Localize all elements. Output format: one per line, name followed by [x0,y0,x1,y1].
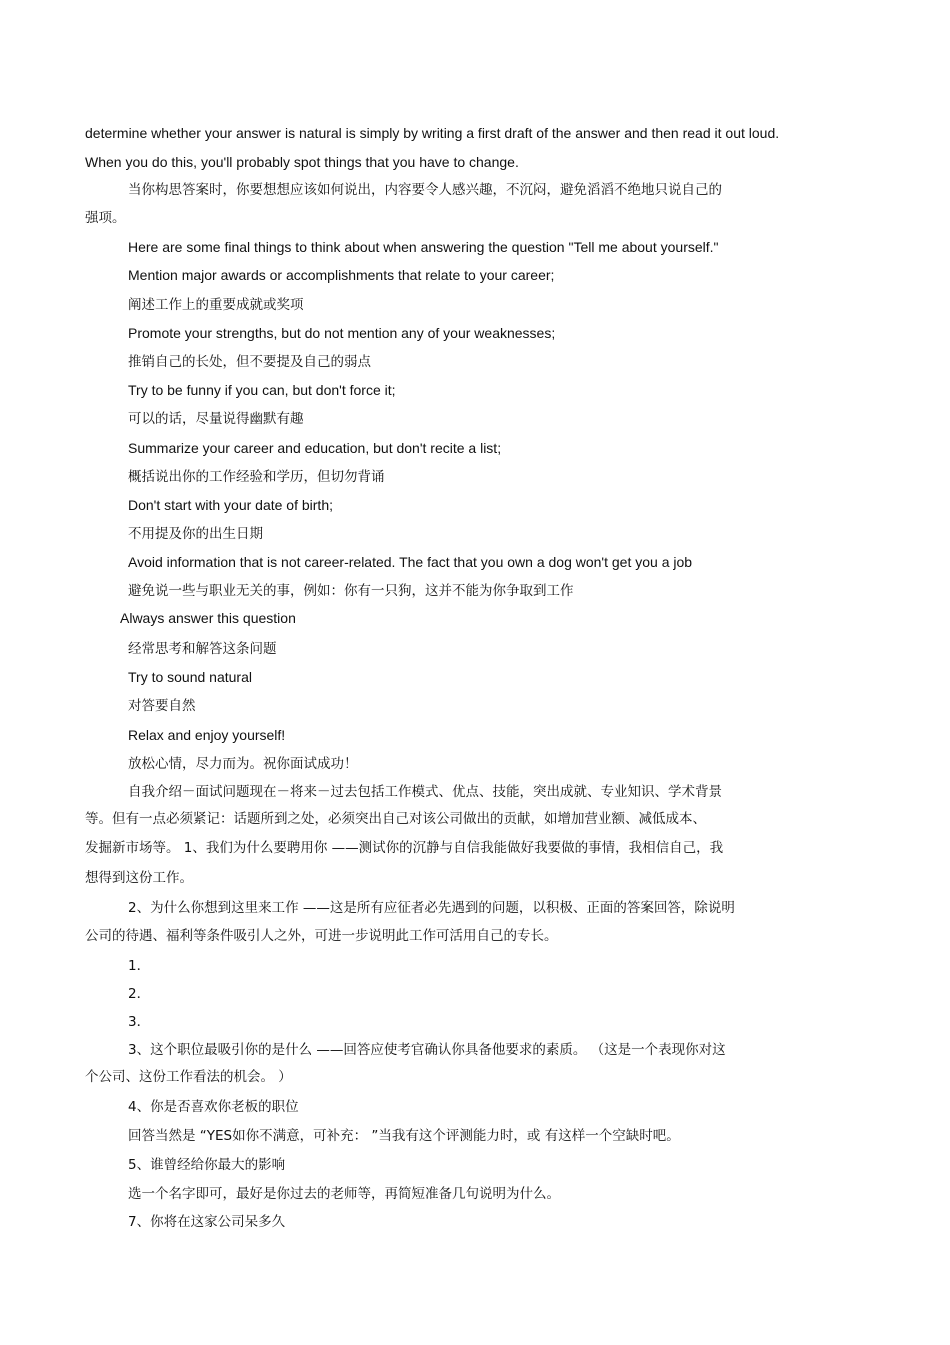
text-line: 5、谁曾经给你最大的影响 [128,1157,286,1173]
text-line: 个公司、这份工作看法的机会。 ） [85,1069,292,1085]
text-line: Don't start with your date of birth; [128,497,333,513]
text-line: Avoid information that is not career-related. The fact that you own a dog won't get you a job [128,554,693,570]
text-line: Here are some final things to think about when answering the question "Tell me about yourself." [128,239,719,255]
text-line: 推销自己的长处，但不要提及自己的弱点 [128,354,371,370]
text-line: 发掘新市场等。 1、我们为什么要聘用你 ——测试你的沉静与自信我能做好我要做的事情，我相信自己，我 [85,840,724,856]
text-line: When you do this, you'll probably spot things that you have to change. [85,154,519,170]
text-line: 阐述工作上的重要成就或奖项 [128,297,304,313]
text-line: 不用提及你的出生日期 [128,526,263,542]
text-line: 自我介绍－面试问题现在－将来－过去包括工作模式、优点、技能，突出成就、专业知识、学术背景 [128,784,722,800]
text-line: 2． [128,986,151,1002]
text-line: Relax and enjoy yourself! [128,727,286,743]
text-line: 对答要自然 [128,698,196,714]
text-line: 1． [128,958,151,974]
text-line: Mention major awards or accomplishments that relate to your career; [128,267,555,283]
text-line: 7、你将在这家公司呆多久 [128,1214,286,1230]
text-line: Try to sound natural [128,669,252,685]
text-line: 2、为什么你想到这里来工作 ——这是所有应征者必先遇到的问题，以积极、正面的答案回答，除说明 [128,900,735,916]
text-line: 避免说一些与职业无关的事，例如：你有一只狗，这并不能为你争取到工作 [128,583,574,599]
text-line: 强项。 [85,210,126,226]
text-line: Summarize your career and education, but don't recite a list; [128,440,502,456]
text-line: 回答当然是 “YES如你不满意，可补充： ”当我有这个评测能力时，或 有这样一个空缺时吧。 [128,1128,680,1144]
text-line: 公司的待遇、福利等条件吸引人之外，可进一步说明此工作可活用自己的专长。 [85,928,558,944]
text-line: 可以的话，尽量说得幽默有趣 [128,411,304,427]
text-line: 选一个名字即可，最好是你过去的老师等，再简短准备几句说明为什么。 [128,1186,560,1202]
text-line: Try to be funny if you can, but don't force it; [128,382,396,398]
text-line: 经常思考和解答这条问题 [128,641,277,657]
text-line: 想得到这份工作。 [85,870,193,886]
text-line: Always answer this question [120,610,296,626]
text-line: 概括说出你的工作经验和学历，但切勿背诵 [128,469,385,485]
text-line: Promote your strengths, but do not mention any of your weaknesses; [128,325,556,341]
text-line: 放松心情，尽力而为。祝你面试成功！ [128,756,358,772]
text-line: 3． [128,1014,151,1030]
text-line: 当你构思答案时，你要想想应该如何说出，内容要令人感兴趣，不沉闷，避免滔滔不绝地只说自己的 [128,182,722,198]
text-line: 等。但有一点必须紧记：话题所到之处，必须突出自己对该公司做出的贡献，如增加营业额、减低成本、 [85,811,706,827]
text-line: 4、你是否喜欢你老板的职位 [128,1099,299,1115]
text-line: determine whether your answer is natural is simply by writing a first draft of the answer and then read it out loud. [85,125,780,141]
text-line: 3、这个职位最吸引你的是什么 ——回答应使考官确认你具备他要求的素质。 （这是一个表现你对这 [128,1042,726,1058]
